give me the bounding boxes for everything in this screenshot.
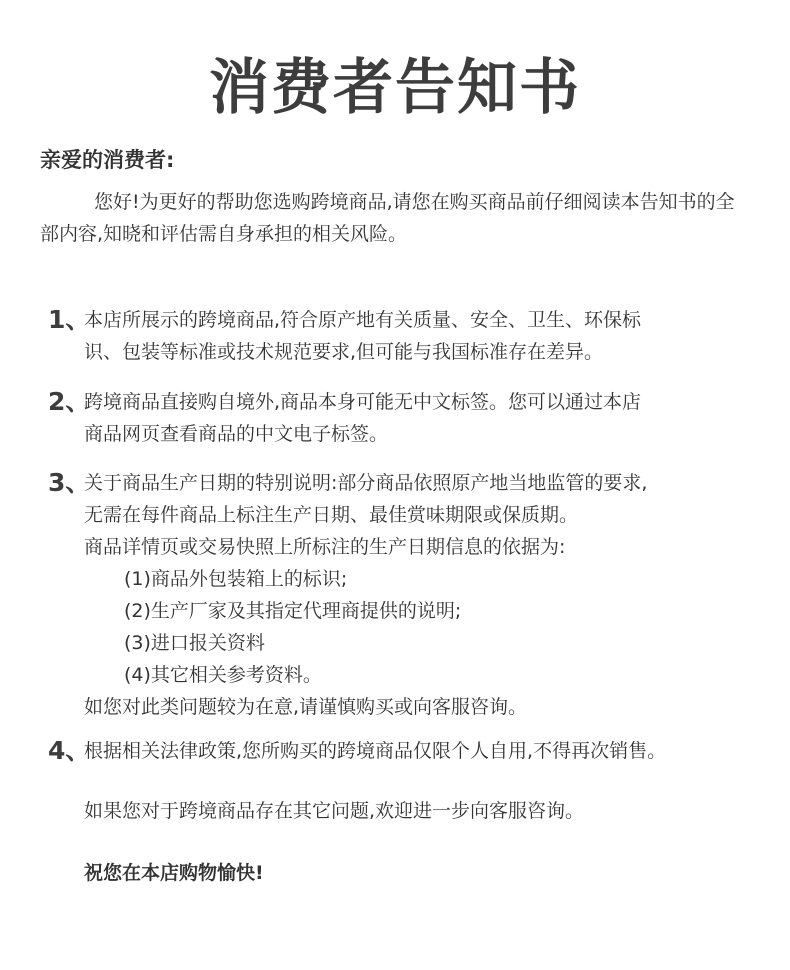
item-number: 1、 bbox=[48, 305, 91, 334]
notice-item-4 bbox=[48, 735, 758, 767]
item-line: 关于商品生产日期的特别说明:部分商品依照原产地当地监管的要求, bbox=[84, 472, 648, 494]
item-number: 3、 bbox=[48, 468, 91, 497]
notice-item-2 bbox=[48, 386, 758, 450]
item-line: 本店所展示的跨境商品,符合原产地有关质量、安全、卫生、环保标 bbox=[84, 309, 642, 331]
basis-list-item: (2)生产厂家及其指定代理商提供的说明; bbox=[124, 600, 462, 622]
item-line: 识、包装等标准或技术规范要求,但可能与我国标准存在差异。 bbox=[84, 341, 604, 363]
notice-item-1 bbox=[48, 304, 758, 368]
item-line: 如您对此类问题较为在意,请谨慎购买或向客服咨询。 bbox=[84, 696, 528, 718]
basis-list-item: (1)商品外包装箱上的标识; bbox=[124, 568, 348, 590]
basis-list-item: (4)其它相关参考资料。 bbox=[124, 664, 322, 686]
item-line: 商品网页查看商品的中文电子标签。 bbox=[84, 423, 389, 445]
item-line: 商品详情页或交易快照上所标注的生产日期信息的依据为: bbox=[84, 536, 566, 558]
basis-list bbox=[124, 563, 758, 691]
item-line: 无需在每件商品上标注生产日期、最佳赏味期限或保质期。 bbox=[84, 504, 579, 526]
page-title: 消费者告知书 bbox=[209, 53, 581, 123]
greeting: 亲爱的消费者: bbox=[40, 148, 175, 172]
notice-item-3 bbox=[48, 467, 758, 723]
basis-list-item: (3)进口报关资料 bbox=[124, 632, 265, 654]
item-line: 根据相关法律政策,您所购买的跨境商品仅限个人自用,不得再次销售。 bbox=[84, 740, 667, 762]
item-line: 跨境商品直接购自境外,商品本身可能无中文标签。您可以通过本店 bbox=[84, 391, 642, 413]
item-number: 2、 bbox=[48, 387, 91, 416]
item-number: 4、 bbox=[48, 736, 91, 765]
intro-paragraph: 您好!为更好的帮助您选购跨境商品,请您在购买商品前仔细阅读本告知书的全部内容,知晓和评估需自身承担的相关风险。 bbox=[40, 191, 735, 245]
closing-wish: 祝您在本店购物愉快! bbox=[84, 862, 264, 884]
closing-text: 如果您对于跨境商品存在其它问题,欢迎进一步向客服咨询。 bbox=[84, 800, 585, 822]
